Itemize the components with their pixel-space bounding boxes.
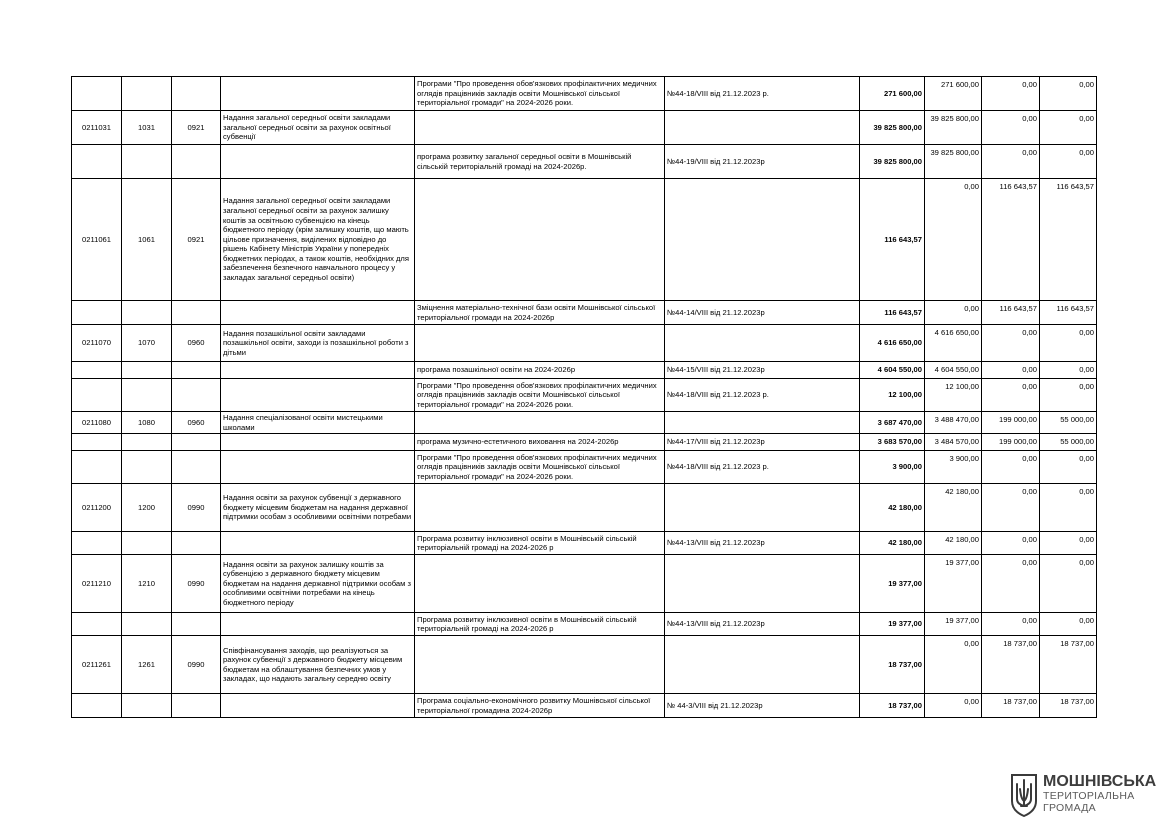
cell-kpkvk (72, 77, 122, 111)
cell-kfkvk: 0921 (172, 111, 221, 145)
cell-tpkvk (122, 362, 172, 379)
cell-kfkvk: 0990 (172, 636, 221, 694)
table-row (72, 412, 1097, 434)
cell-development-budget: 55 000,00 (1040, 434, 1097, 451)
cell-kfkvk: 0990 (172, 555, 221, 613)
cell-decision: №44-17/VIII від 21.12.2023р (665, 434, 860, 451)
cell-tpkvk: 1061 (122, 179, 172, 301)
cell-special-fund: 0,00 (982, 111, 1040, 145)
cell-kfkvk: 0960 (172, 325, 221, 362)
cell-general-fund: 0,00 (925, 179, 982, 301)
cell-program-name: Надання загальної середньої освіти закладами загальної середньої освіти за рахунок залишку коштів за освітньою субвенцією на кінець бюджетного періоду (крім залишку коштів, що мають цільове призначення, виділених відповідно до рішень Кабінету Міністрів України у попередніх бюджетних періодах, а також коштів, необхідних для забезпечення безпечного навчального процесу у закладах загальної середньої освіти) (221, 179, 415, 301)
cell-general-fund: 42 180,00 (925, 484, 982, 532)
cell-kfkvk (172, 145, 221, 179)
cell-kfkvk: 0990 (172, 484, 221, 532)
cell-tpkvk (122, 451, 172, 484)
cell-decision: №44-18/VIII від 21.12.2023 р. (665, 77, 860, 111)
cell-total: 3 900,00 (860, 451, 925, 484)
cell-decision: №44-13/VIII від 21.12.2023р (665, 613, 860, 636)
cell-program-name: Надання спеціалізованої освіти мистецькими школами (221, 412, 415, 434)
cell-decision (665, 412, 860, 434)
cell-development-budget: 0,00 (1040, 325, 1097, 362)
logo-title: МОШНІВСЬКА (1043, 773, 1157, 790)
cell-general-fund: 0,00 (925, 636, 982, 694)
cell-tpkvk: 1210 (122, 555, 172, 613)
cell-kfkvk: 0960 (172, 412, 221, 434)
cell-kpkvk (72, 379, 122, 412)
cell-special-fund: 0,00 (982, 613, 1040, 636)
cell-development-budget: 0,00 (1040, 145, 1097, 179)
cell-kfkvk (172, 77, 221, 111)
cell-total: 19 377,00 (860, 613, 925, 636)
cell-tpkvk: 1200 (122, 484, 172, 532)
cell-tpkvk: 1031 (122, 111, 172, 145)
logo-subtitle-line1: ТЕРИТОРІАЛЬНА (1043, 790, 1135, 802)
cell-program-name (221, 362, 415, 379)
cell-tpkvk (122, 379, 172, 412)
cell-special-fund: 0,00 (982, 362, 1040, 379)
cell-kpkvk: 0211261 (72, 636, 122, 694)
cell-program-name (221, 613, 415, 636)
budget-table (71, 76, 1097, 718)
cell-kfkvk (172, 694, 221, 718)
cell-decision (665, 555, 860, 613)
cell-kfkvk (172, 451, 221, 484)
cell-general-fund: 19 377,00 (925, 613, 982, 636)
cell-local-program (415, 325, 665, 362)
cell-special-fund: 0,00 (982, 77, 1040, 111)
cell-kfkvk (172, 434, 221, 451)
table-row (72, 145, 1097, 179)
cell-local-program: програма музично-естетичного виховання на 2024-2026р (415, 434, 665, 451)
cell-total: 42 180,00 (860, 532, 925, 555)
cell-local-program: Програма соціально-економічного розвитку Мошнівської сільської територіальної громадина 2024-2026р (415, 694, 665, 718)
community-logo (1008, 772, 1158, 818)
cell-program-name: Надання позашкільної освіти закладами позашкільної освіти, заходи із позашкільної роботи з дітьми (221, 325, 415, 362)
cell-special-fund: 199 000,00 (982, 412, 1040, 434)
logo-subtitle-line2: ГРОМАДА (1043, 802, 1096, 814)
cell-kpkvk (72, 434, 122, 451)
cell-development-budget: 0,00 (1040, 555, 1097, 613)
cell-development-budget: 0,00 (1040, 362, 1097, 379)
cell-local-program: Програми "Про проведення обов'язкових профілактичних медичних оглядів працівників закладів освіти Мошнівської сільської територіальної громади" на 2024-2026 роки. (415, 379, 665, 412)
cell-special-fund: 116 643,57 (982, 301, 1040, 325)
cell-program-name (221, 694, 415, 718)
cell-local-program (415, 636, 665, 694)
trident-emblem-icon (1010, 773, 1038, 817)
table-row (72, 379, 1097, 412)
cell-local-program: Програми "Про проведення обов'язкових профілактичних медичних оглядів працівників закладів освіти Мошнівської сільської територіальної громади" на 2024-2026 роки. (415, 451, 665, 484)
cell-program-name (221, 451, 415, 484)
cell-total: 3 683 570,00 (860, 434, 925, 451)
cell-general-fund: 271 600,00 (925, 77, 982, 111)
cell-kfkvk (172, 301, 221, 325)
cell-local-program: Програма розвитку інклюзивної освіти в Мошнівській сільській територіальній громаді на 2024-2026 р (415, 532, 665, 555)
cell-local-program: програма позашкільної освіти на 2024-2026р (415, 362, 665, 379)
cell-total: 4 604 550,00 (860, 362, 925, 379)
cell-general-fund: 3 488 470,00 (925, 412, 982, 434)
cell-special-fund: 0,00 (982, 451, 1040, 484)
cell-development-budget: 0,00 (1040, 77, 1097, 111)
cell-general-fund: 0,00 (925, 301, 982, 325)
cell-program-name (221, 532, 415, 555)
cell-general-fund: 39 825 800,00 (925, 111, 982, 145)
cell-development-budget: 116 643,57 (1040, 179, 1097, 301)
cell-special-fund: 0,00 (982, 145, 1040, 179)
cell-kpkvk: 0211200 (72, 484, 122, 532)
cell-program-name (221, 77, 415, 111)
cell-local-program: Програми "Про проведення обов'язкових профілактичних медичних оглядів працівників закладів освіти Мошнівської сільської територіальної громади" на 2024-2026 роки. (415, 77, 665, 111)
cell-special-fund: 18 737,00 (982, 694, 1040, 718)
table-row (72, 613, 1097, 636)
table-row (72, 362, 1097, 379)
cell-total: 18 737,00 (860, 694, 925, 718)
cell-development-budget: 0,00 (1040, 451, 1097, 484)
cell-special-fund: 0,00 (982, 325, 1040, 362)
cell-decision (665, 111, 860, 145)
cell-kpkvk (72, 613, 122, 636)
cell-kpkvk: 0211070 (72, 325, 122, 362)
cell-program-name: Надання загальної середньої освіти закладами загальної середньої освіти за рахунок освітньої субвенції (221, 111, 415, 145)
cell-kpkvk: 0211080 (72, 412, 122, 434)
table-row (72, 451, 1097, 484)
cell-kfkvk: 0921 (172, 179, 221, 301)
cell-total: 39 825 800,00 (860, 111, 925, 145)
cell-kfkvk (172, 379, 221, 412)
cell-special-fund: 0,00 (982, 532, 1040, 555)
cell-development-budget: 0,00 (1040, 111, 1097, 145)
cell-special-fund: 116 643,57 (982, 179, 1040, 301)
cell-decision: №44-18/VIII від 21.12.2023 р. (665, 379, 860, 412)
budget-sheet (71, 76, 1096, 718)
cell-general-fund: 3 900,00 (925, 451, 982, 484)
table-row (72, 555, 1097, 613)
cell-special-fund: 0,00 (982, 555, 1040, 613)
cell-decision: №44-19/VIII від 21.12.2023р (665, 145, 860, 179)
cell-development-budget: 0,00 (1040, 532, 1097, 555)
cell-local-program (415, 179, 665, 301)
cell-tpkvk (122, 145, 172, 179)
cell-program-name: Співфінансування заходів, що реалізуються за рахунок субвенції з державного бюджету місцевим бюджетам на облаштування безпечних умов у закладах, що надають загальну середню освіту (221, 636, 415, 694)
cell-tpkvk: 1070 (122, 325, 172, 362)
cell-local-program (415, 412, 665, 434)
cell-kpkvk: 0211061 (72, 179, 122, 301)
cell-total: 39 825 800,00 (860, 145, 925, 179)
cell-local-program (415, 111, 665, 145)
table-row (72, 325, 1097, 362)
cell-decision (665, 179, 860, 301)
cell-total: 12 100,00 (860, 379, 925, 412)
cell-kfkvk (172, 362, 221, 379)
cell-development-budget: 116 643,57 (1040, 301, 1097, 325)
cell-total: 116 643,57 (860, 301, 925, 325)
cell-development-budget: 18 737,00 (1040, 636, 1097, 694)
cell-total: 18 737,00 (860, 636, 925, 694)
cell-tpkvk (122, 613, 172, 636)
cell-total: 3 687 470,00 (860, 412, 925, 434)
cell-decision: №44-18/VIII від 21.12.2023 р. (665, 451, 860, 484)
cell-decision (665, 484, 860, 532)
cell-general-fund: 12 100,00 (925, 379, 982, 412)
cell-decision (665, 325, 860, 362)
cell-total: 271 600,00 (860, 77, 925, 111)
cell-tpkvk: 1261 (122, 636, 172, 694)
cell-general-fund: 0,00 (925, 694, 982, 718)
table-row (72, 179, 1097, 301)
cell-kfkvk (172, 613, 221, 636)
cell-special-fund: 18 737,00 (982, 636, 1040, 694)
cell-tpkvk (122, 532, 172, 555)
cell-local-program (415, 484, 665, 532)
cell-special-fund: 199 000,00 (982, 434, 1040, 451)
cell-tpkvk (122, 77, 172, 111)
cell-kpkvk (72, 145, 122, 179)
cell-decision: № 44-3/VIII від 21.12.2023р (665, 694, 860, 718)
cell-total: 42 180,00 (860, 484, 925, 532)
cell-general-fund: 42 180,00 (925, 532, 982, 555)
cell-development-budget: 0,00 (1040, 484, 1097, 532)
cell-general-fund: 4 604 550,00 (925, 362, 982, 379)
table-row (72, 532, 1097, 555)
cell-total: 116 643,57 (860, 179, 925, 301)
table-row (72, 484, 1097, 532)
cell-tpkvk (122, 301, 172, 325)
cell-program-name (221, 301, 415, 325)
cell-kpkvk (72, 301, 122, 325)
table-row (72, 111, 1097, 145)
cell-program-name (221, 379, 415, 412)
cell-local-program: програма розвитку загальної середньої освіти в Мошнівській сільській територіальній громаді на 2024-2026р. (415, 145, 665, 179)
cell-total: 19 377,00 (860, 555, 925, 613)
cell-general-fund: 19 377,00 (925, 555, 982, 613)
table-row (72, 77, 1097, 111)
cell-general-fund: 4 616 650,00 (925, 325, 982, 362)
cell-decision: №44-14/VIII від 21.12.2023р (665, 301, 860, 325)
cell-program-name (221, 434, 415, 451)
cell-local-program: Програма розвитку інклюзивної освіти в Мошнівській сільській територіальній громаді на 2024-2026 р (415, 613, 665, 636)
table-row (72, 636, 1097, 694)
cell-development-budget: 0,00 (1040, 613, 1097, 636)
table-row (72, 301, 1097, 325)
cell-local-program (415, 555, 665, 613)
cell-development-budget: 55 000,00 (1040, 412, 1097, 434)
cell-special-fund: 0,00 (982, 379, 1040, 412)
cell-program-name: Надання освіти за рахунок субвенції з державного бюджету місцевим бюджетам на надання державної підтримки особам з особливими освітніми потребами (221, 484, 415, 532)
cell-tpkvk (122, 434, 172, 451)
cell-tpkvk: 1080 (122, 412, 172, 434)
cell-general-fund: 3 484 570,00 (925, 434, 982, 451)
table-row (72, 694, 1097, 718)
cell-kpkvk: 0211210 (72, 555, 122, 613)
cell-local-program: Зміцнення матеріально-технічної бази освіти Мошнівської сільської територіальної громади на 2024-2026р (415, 301, 665, 325)
cell-program-name: Надання освіти за рахунок залишку коштів за субвенцією з державного бюджету місцевим бюджетам на надання державної підтримки особам з особливими освітніми потребами на кінець бюджетного періоду (221, 555, 415, 613)
cell-general-fund: 39 825 800,00 (925, 145, 982, 179)
table-row (72, 434, 1097, 451)
cell-tpkvk (122, 694, 172, 718)
cell-kfkvk (172, 532, 221, 555)
cell-kpkvk: 0211031 (72, 111, 122, 145)
cell-total: 4 616 650,00 (860, 325, 925, 362)
cell-decision (665, 636, 860, 694)
cell-special-fund: 0,00 (982, 484, 1040, 532)
cell-kpkvk (72, 532, 122, 555)
cell-program-name (221, 145, 415, 179)
cell-decision: №44-15/VIII від 21.12.2023р (665, 362, 860, 379)
cell-kpkvk (72, 451, 122, 484)
cell-development-budget: 0,00 (1040, 379, 1097, 412)
cell-development-budget: 18 737,00 (1040, 694, 1097, 718)
cell-kpkvk (72, 362, 122, 379)
cell-decision: №44-13/VIII від 21.12.2023р (665, 532, 860, 555)
cell-kpkvk (72, 694, 122, 718)
